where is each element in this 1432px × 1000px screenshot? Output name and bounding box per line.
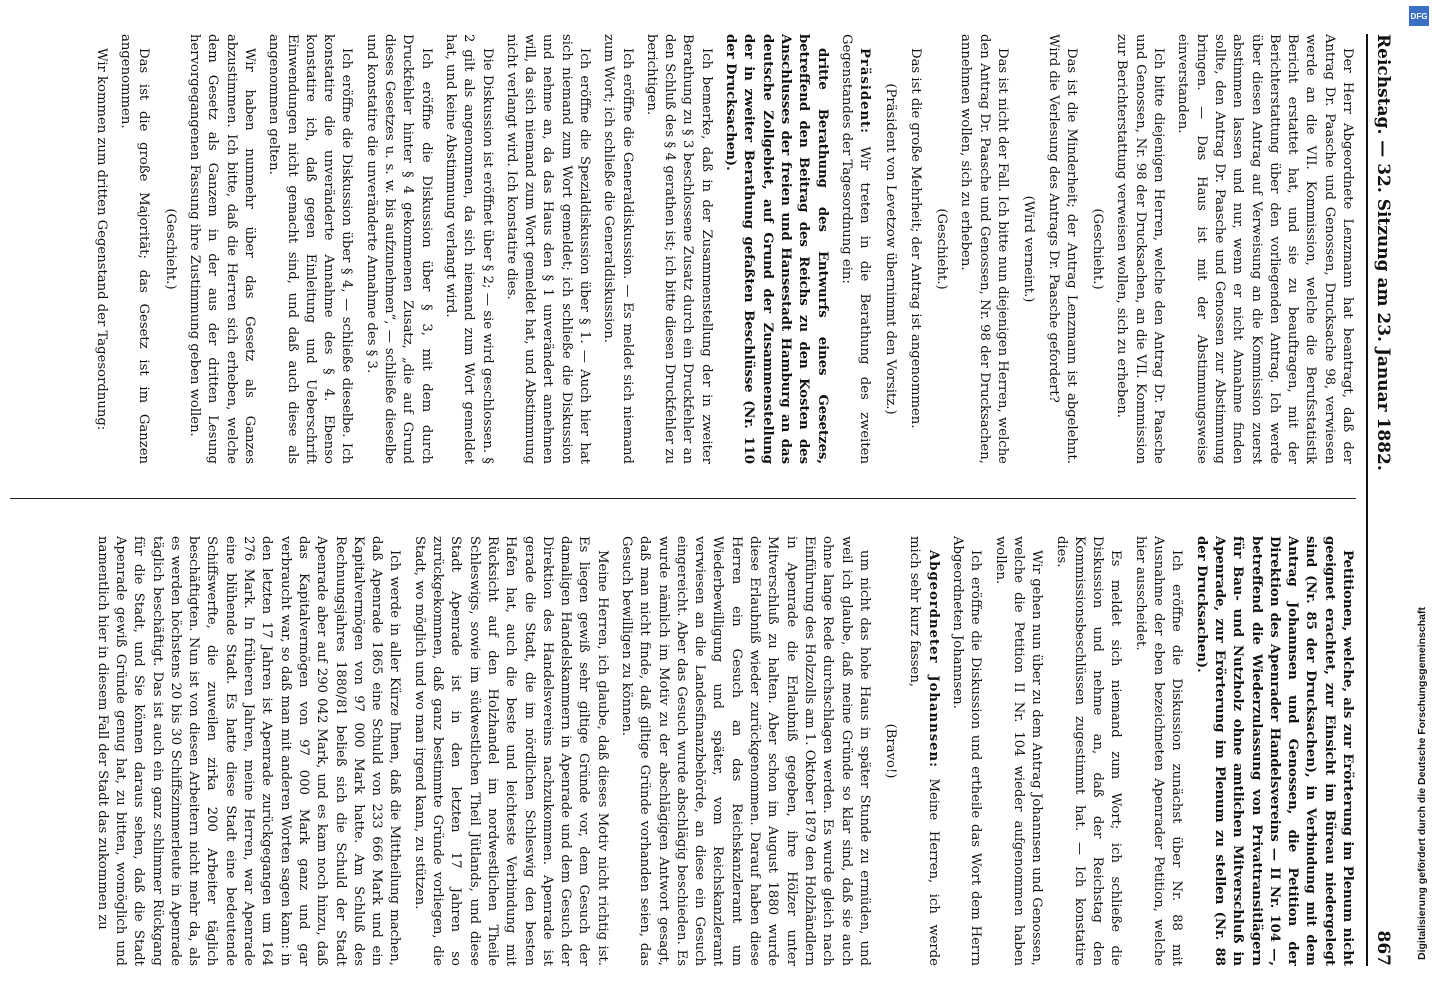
- paragraph: [599, 34, 636, 464]
- paragraph: [441, 34, 496, 464]
- paragraph-text: Das ist nicht der Fall. Ich bitte nun diejenigen Herren, welche den Antrag Dr. Paasche und Genossen, Nr. 98 der Drucksachen, annehmen wollen, sich zu erheben.: [958, 34, 1010, 464]
- paragraph: [956, 34, 1011, 464]
- running-header: [1366, 34, 1398, 966]
- paragraph: [990, 536, 1045, 966]
- paragraph-text: Meine Herren, ich glaube, daß dieses Motiv nicht richtig ist. Es liegen gewiß sehr giltige Gründe vor, dem Gesuch der damaligen Handelskammern in Apenrade und dem Gesuch der Direktion des Handelsvereins nachzukommen. Apenrade ist gerade die Stadt, die im nördlichen Schleswig den besten Hafen hat, auch die beste und leichteste Verbindung mit Rücksicht auf den Holzhandel im nordwestlichen Theile Schleswigs, sowie im südwestlichen Theil Jütlands, und diese Stadt Apenrade ist in den letzten 17 Jahren so zurückgekommen, daß ganz bestimmte Gründe vorliegen, die Stadt, wo möglich und wo man irgend kann, zu stützen.: [411, 536, 610, 966]
- paragraph-text: Wir treten in die Berathung des zweiten Gegenstandes der Tagesordnung ein:: [838, 34, 873, 464]
- paragraph: [92, 34, 110, 464]
- speaker-label: Abgeordneter Johannsen:: [925, 550, 941, 768]
- column-divider: [10, 498, 1356, 499]
- paragraph-text: Wir kommen zum dritten Gegenstand der Tagesordnung:: [93, 48, 109, 431]
- paragraph: [642, 34, 715, 464]
- paragraph-text: Ich eröffne die Diskussion über § 3, mit dem durch Druckfehler hinter § 4 gekommenen Zusatz, „die auf Grund dieses Gesetzes u. s. w. bis aufzunehmen“, — schließe dieselbe und konstatire die unveränderte Annahme des § 3.: [363, 34, 434, 464]
- paragraph: [409, 536, 610, 966]
- paragraph: [361, 34, 434, 464]
- paragraph-text: Ich werde in aller Kürze Ihnen, daß die Mittheilung machen, daß Apenrade 1865 eine Schuld von 233 666 Mark und ein Kapitalvermögen von 97 000 Mark hatte. Am Schluß des Rechnungsjahres 1880/81 beließ sich die Schuld der Stadt Apenrade aber auf 290 042 Mark, und es kam noch hinzu, daß das Kapitalvermögen von 97 000 Mark ganz und gar verbraucht war, so daß man mit anderen Worten sagen kann: in den letzten 17 Jahren ist Apenrade zurückgegangen um 164 276 Mark. In früheren Jahren, meine Herren, war Apenrade eine blühende Stadt. Es hatte diese Stadt eine bedeutende Schiffswerfte, die zuweilen zirka 200 Arbeiter täglich beschäftigten. Nun ist von diesen Arbeitern nicht mehr da, als es werden höchstens 20 bis 30 Schiffszimmerleute in Apenrade täglich beschäftigt. Das ist auch ein ganz schlimmer Rückgang für die Stadt, und Sie können daraus sehen, daß die Stadt Apenrade gewiß Gründe genug hat, zu bitten, womöglich und namentlich hier in diesem Fall der Stadt das zukommen zu: [94, 536, 403, 966]
- paragraph: [905, 536, 942, 966]
- paragraph-text: Ich eröffne die Diskussion über § 4, — schließe dieselbe. Ich konstatire die unveränderte Annahme des § 4. Ebenso konstatire ich, daß gegen Einleitung und Ueberschrift Einwendungen nicht gemacht sind, und daß auch diese als angenommen gelten.: [266, 34, 355, 464]
- paragraph: [1130, 536, 1185, 966]
- paragraph-text: Wir gehen nun über zu dem Antrag Johannsen und Genossen, welche die Petition II Nr. 104 wieder aufgenommen haben wollen.: [992, 536, 1045, 966]
- paragraph: [116, 34, 153, 464]
- paragraph-text: Ich eröffne die Diskussion und ertheile das Wort dem Herrn Abgeordneten Johannsen.: [950, 536, 984, 966]
- paragraph-text: Es meldet sich niemand zum Wort; ich schließe die Diskussion und nehme an, daß der Reichstag den Kommissionsbeschlüssen zugestimmt hat. — Ich konstatire dies.: [1053, 536, 1124, 966]
- stage-direction: (Präsident von Levetzow übernimmt den Vorsitz.): [883, 83, 899, 415]
- paragraph: [92, 536, 403, 966]
- paragraph-text: Ich bitte diejenigen Herren, welche den Antrag Dr. Paasche und Genossen, Nr. 98 der Drucksachen, an die VII. Kommission zur Berichterstattung verweisen wollen, sich zu erheben.: [1114, 34, 1167, 464]
- paragraph: [617, 536, 873, 966]
- dfg-logo: DFG: [1409, 6, 1429, 26]
- agenda-item-heading: Petitionen, welche, als zur Erörterung im Plenum nicht geeignet erachtet, zur Einsicht im Büreau niedergelegt sind (Nr. 85 der Drucksachen), in Verbindung mit dem Antrag Johannsen und Genossen, die Petition der Direktion des Apenrader Handelsvereins — II Nr. 104 —, betreffend die Wiederzulassung von Privattransitlägern für Bau- und Nutzholz ohne amtlichen Mitverschluß in Apenrade, zur Erörterung im Plenum zu stellen (Nr. 88 der Drucksachen).: [1193, 536, 1355, 966]
- paragraph-text: Die Diskussion ist eröffnet über § 2; — sie wird geschlossen. § 2 gilt als angenommen, da sich niemand zum Wort gemeldet hat, und keine Abstimmung verlangt wird.: [442, 34, 495, 464]
- stage-direction: (Geschieht.): [1090, 208, 1106, 290]
- paragraph: [502, 34, 593, 464]
- stage-direction: (Wird verneint.): [1021, 195, 1037, 303]
- paragraph-text: Der Herr Abgeordnete Lenzmann hat beantragt, daß der Antrag Dr. Paasche und Genossen, Drucksache 98, verwiesen werde an die VII. Kommission, welche die Berufsstatistik Bericht erstattet hat, und sie zu beauftragen, mit der Berichterstattung über den vorliegenden Antrag. Ich werde über diesen Antrag auf Verweisung an die Kommission zuerst abstimmen lassen und nur, wenn er nicht Annahme finden sollte, den Antrag Dr. Paasche und Genossen zur Abstimmung bringen. — Das Haus ist mit der Abstimmungsweise einverstanden.: [1175, 34, 1355, 464]
- page-number: 867: [1373, 930, 1393, 966]
- digitization-credit-text: Digitalisierung gefördert durch die Deutsche Forschungsgemeinschaft: [1416, 607, 1428, 960]
- paragraph-text: Das ist die Minderheit; der Antrag Lenzmann ist abgelehnt. Wird die Verlesung des Antrags Dr. Paasche gefordert?: [1045, 34, 1079, 464]
- stage-direction: (Geschieht.): [162, 208, 178, 290]
- paragraph-text: Ich eröffne die Generaldiskussion. — Es meldet sich niemand zum Wort; ich schließe die Generaldiskussion.: [601, 34, 635, 464]
- digitization-credit-strip: [1404, 0, 1432, 1000]
- paragraph-text: Das ist die große Majorität; das Gesetz ist im Ganzen angenommen.: [118, 34, 152, 464]
- paragraph-text: um nicht das hohe Haus in später Stunde zu ermüden, und weil ich glaube, daß meine Gründe so klar sind, daß sie auch ohne lange Rede durchschlagen werden. Es wurde gleich nach Einführung des Holzzolls am 1. Oktober 1879 den Holzhändlern in Apenrade die Erlaubniß gegeben, ihre Hölzer unter Mitverschluß zu halten. Aber schon im August 1880 wurde diese Erlaubniß wieder zurückgenommen. Darauf haben diese Herren ein Gesuch an das Reichskanzleramt um Wiederbewilligung und später, vom Reichskanzleramt verwiesen an die Landesfinanzbehörde, an diese ein Gesuch eingereicht. Aber das Gesuch wurde abschlägig beschieden. Es wurde nämlich im Motiv zu der abschlägigen Antwort gesagt, daß man nicht finde, daß giltige Gründe vorhanden seien, das Gesuch bewilligen zu können.: [619, 536, 872, 966]
- paragraph-text: Meine Herren, ich werde mich sehr kurz fassen,: [907, 536, 941, 966]
- paragraph: [264, 34, 355, 464]
- paragraph: [1112, 34, 1167, 464]
- paragraph-text: Ich eröffne die Spezialdiskussion über § 1. — Auch hier hat sich niemand zum Wort gemeldet; ich schließe die Diskussion und nehme an, da das Haus den § 1 unverändert annehmen will, da sich niemand zum Wort gemeldet hat, und Abstimmung nicht verlangt wird. Ich konstatire dies.: [503, 34, 593, 464]
- speaker-label: Präsident:: [857, 48, 873, 135]
- stage-direction: (Bravo!): [883, 723, 899, 779]
- stage-direction: (Geschieht.): [934, 208, 950, 290]
- running-title: Reichstag. — 32. Sitzung am 23. Januar 1882.: [1373, 34, 1393, 471]
- paragraph: [185, 34, 258, 464]
- paragraph: [905, 34, 923, 464]
- paragraph: [948, 536, 985, 966]
- paragraph: [837, 34, 874, 464]
- paragraph-text: Ich eröffne die Diskussion zunächst über Nr. 88 mit Ausnahme der eben bezeichneten Apenrader Petition, welche hier ausscheidet.: [1132, 536, 1185, 966]
- paragraph-text: Wir haben nunmehr über das Gesetz als Ganzes abzustimmen. Ich bitte, daß die Herren sich erheben, welche dem Gesetz als Ganzem in der aus der dritten Lesung hervorgegangenen Fassung ihre Zustimmung geben wollen.: [187, 34, 257, 464]
- left-text-column: [10, 34, 1356, 464]
- agenda-item-heading: dritte Berathung des Entwurfs eines Gesetzes, betreffend den Beitrag des Reichs zu den Kosten des Anschlusses der freien und Hansestadt Hamburg an das deutsche Zollgebiet, auf Grund der Zusammenstellung der in zweiter Berathung gefaßten Beschlüsse (Nr. 110 der Drucksachen).: [723, 34, 830, 464]
- paragraph: [1173, 34, 1356, 464]
- right-text-column: [10, 536, 1356, 966]
- paragraph: [1051, 536, 1124, 966]
- paragraph: [1043, 34, 1080, 464]
- paragraph-text: Ich bemerke, daß in der Zusammenstellung der in zweiter Berathung zu § 3 beschlossene Zusatz durch ein Druckfehler an den Schluß des § 4 gerathen ist; ich bitte diesen Druckfehler zu berichtigen.: [643, 34, 714, 464]
- paragraph-text: Das ist die große Mehrheit; der Antrag ist angenommen.: [907, 48, 923, 429]
